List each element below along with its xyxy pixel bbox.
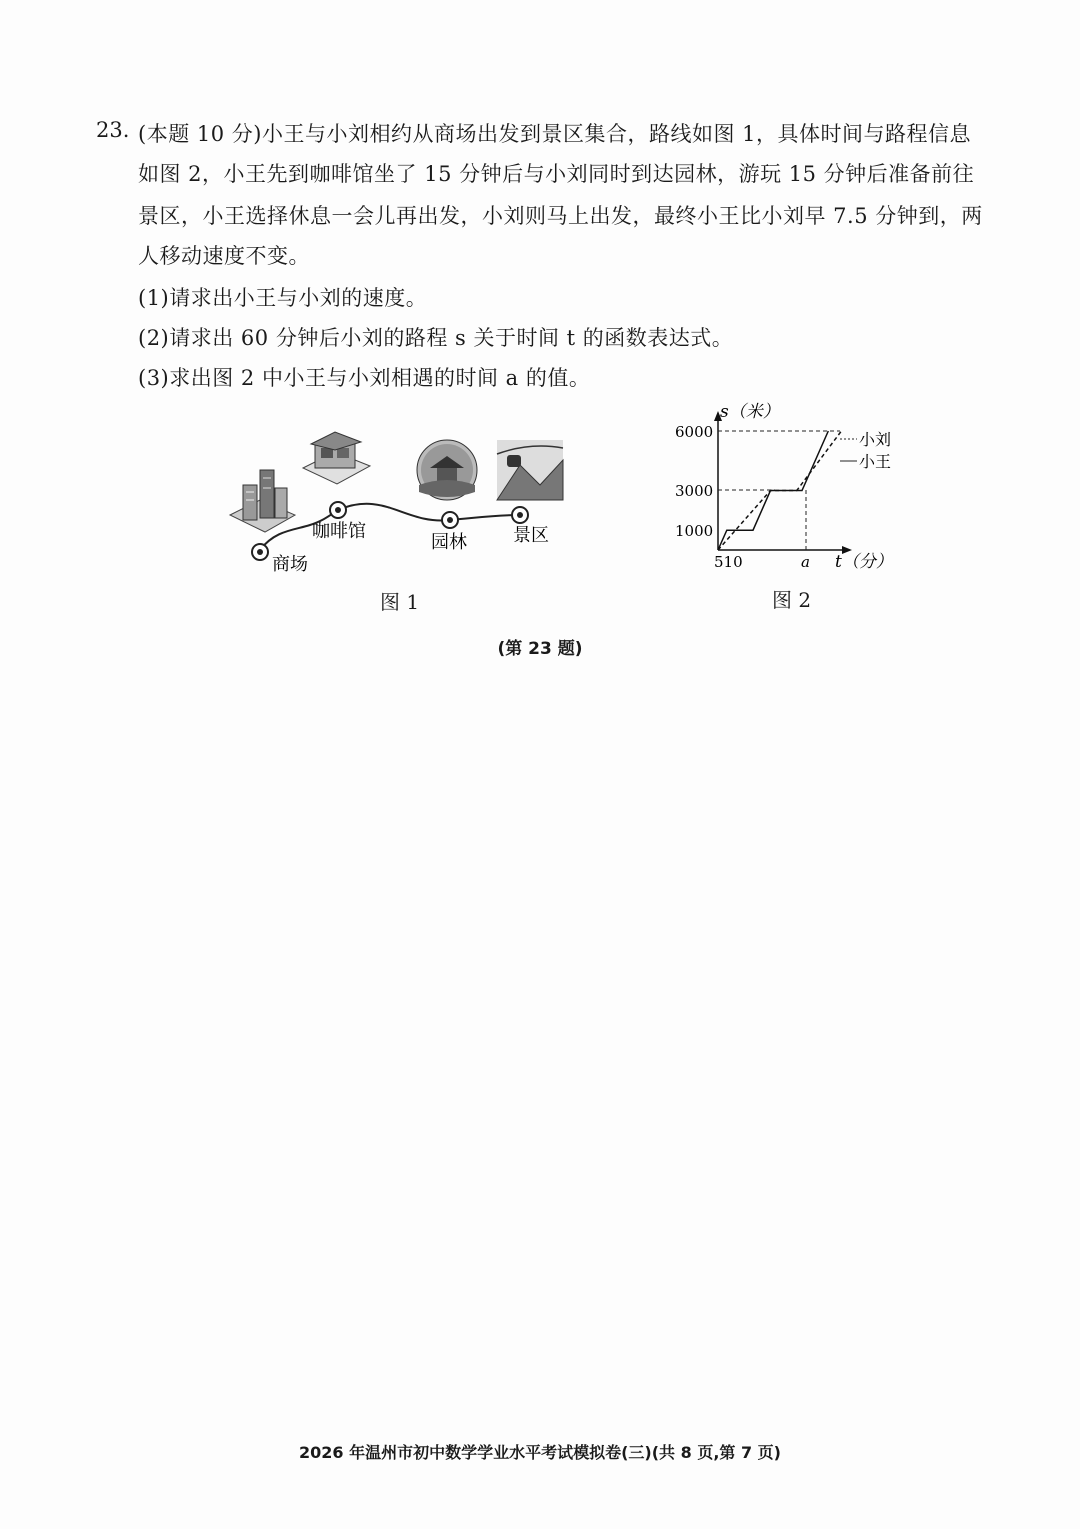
y-tick-1000: 1000 (675, 522, 714, 540)
place-scenic: 景区 (513, 525, 549, 546)
y-tick-3000: 3000 (675, 482, 714, 500)
place-garden: 园林 (431, 532, 467, 553)
question-line-1: (本题 10 分)小王与小刘相约从商场出发到景区集合，路线如图 1，具体时间与路程信息 (138, 122, 971, 146)
question-line-4: 人移动速度不变。 (138, 244, 310, 268)
part-1: (1)请求出小王与小刘的速度。 (138, 286, 428, 310)
x-axis-label: t（分） (835, 552, 893, 572)
question-caption: (第 23 题) (497, 639, 583, 659)
y-tick-6000: 6000 (675, 423, 714, 441)
place-cafe: 咖啡馆 (312, 521, 366, 542)
stop-marker-garden (442, 512, 458, 528)
y-axis-label: s（米） (720, 402, 780, 422)
distance-time-graph (670, 395, 910, 580)
legend-xiaoliu: 小刘 (859, 430, 892, 449)
x-mark-a: a (801, 553, 810, 571)
cafe-icon (303, 432, 370, 484)
question-line-2: 如图 2，小王先到咖啡馆坐了 15 分钟后与小刘同时到达园林，游玩 15 分钟后准备前往 (138, 162, 975, 186)
part-3: (3)求出图 2 中小王与小刘相遇的时间 a 的值。 (138, 366, 591, 390)
buildings-icon (230, 470, 295, 532)
garden-icon (417, 440, 477, 500)
stop-marker-scenic (512, 507, 528, 523)
page-footer: 2026 年温州市初中数学学业水平考试模拟卷(三)(共 8 页,第 7 页) (299, 1443, 781, 1462)
place-mall: 商场 (272, 554, 308, 575)
cable-car-icon (497, 440, 563, 500)
figure2-caption: 图 2 (772, 588, 812, 612)
stop-marker-cafe (330, 502, 346, 518)
x-tick-510: 510 (714, 553, 743, 571)
question-line-3: 景区，小王选择休息一会儿再出发，小刘则马上出发，最终小王比小刘早 7.5 分钟到，两 (138, 204, 983, 228)
legend-xiaowang: 小王 (859, 452, 892, 471)
stop-marker-mall (252, 544, 268, 560)
route-map-figure (215, 430, 575, 580)
part-2: (2)请求出 60 分钟后小刘的路程 s 关于时间 t 的函数表达式。 (138, 326, 734, 350)
question-number: 23. (96, 118, 130, 142)
figure1-caption: 图 1 (380, 590, 420, 614)
